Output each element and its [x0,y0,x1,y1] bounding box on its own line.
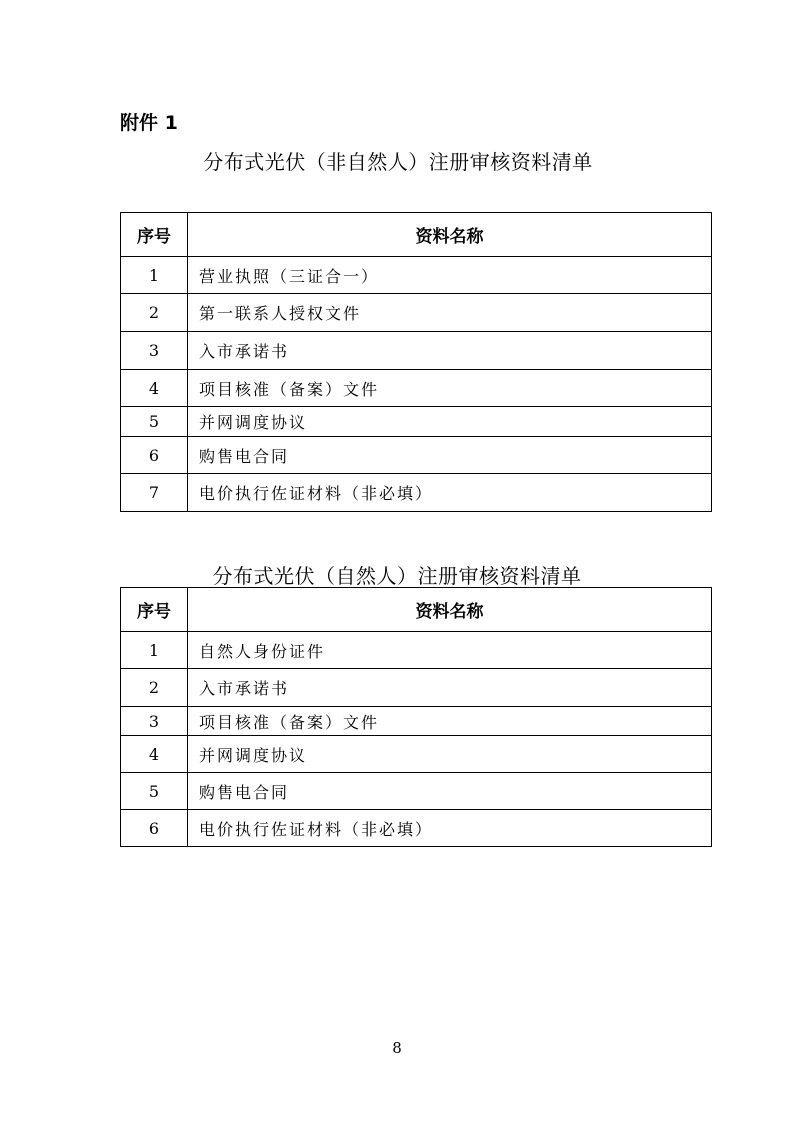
row-name: 并网调度协议 [188,736,712,773]
table-row [121,257,712,294]
table-header-row [121,213,712,257]
table-row [121,669,712,707]
section1-title: 分布式光伏（非自然人）注册审核资料清单 [203,150,593,174]
table-row [121,407,712,437]
row-name: 并网调度协议 [188,407,712,437]
row-name: 电价执行佐证材料（非必填） [188,810,712,847]
row-no: 5 [121,407,188,437]
row-no: 3 [121,707,188,736]
table-row [121,736,712,773]
table-row [121,332,712,370]
header-no: 序号 [121,588,188,632]
table-row [121,773,712,810]
row-no: 6 [121,437,188,474]
table-row [121,474,712,512]
row-name: 项目核准（备案）文件 [188,707,712,736]
table-row [121,370,712,407]
section1-table [120,212,712,512]
table-row [121,437,712,474]
attachment-label: 附件 1 [120,112,178,134]
section2-table [120,587,712,847]
row-no: 3 [121,332,188,370]
table-row [121,632,712,669]
row-no: 4 [121,370,188,407]
row-no: 5 [121,773,188,810]
table-row [121,707,712,736]
row-name: 项目核准（备案）文件 [188,370,712,407]
row-no: 4 [121,736,188,773]
table-row [121,294,712,332]
row-name: 购售电合同 [188,437,712,474]
row-name: 电价执行佐证材料（非必填） [188,474,712,512]
table-row [121,810,712,847]
row-no: 7 [121,474,188,512]
row-name: 入市承诺书 [188,669,712,707]
row-no: 2 [121,669,188,707]
row-name: 营业执照（三证合一） [188,257,712,294]
row-name: 自然人身份证件 [188,632,712,669]
row-name: 购售电合同 [188,773,712,810]
row-name: 第一联系人授权文件 [188,294,712,332]
header-no: 序号 [121,213,188,257]
header-name: 资料名称 [188,213,712,257]
row-no: 6 [121,810,188,847]
section2-title: 分布式光伏（自然人）注册审核资料清单 [212,564,582,588]
header-name: 资料名称 [188,588,712,632]
row-no: 1 [121,632,188,669]
row-no: 1 [121,257,188,294]
page-number: 8 [392,1039,402,1057]
row-name: 入市承诺书 [188,332,712,370]
table-header-row [121,588,712,632]
row-no: 2 [121,294,188,332]
